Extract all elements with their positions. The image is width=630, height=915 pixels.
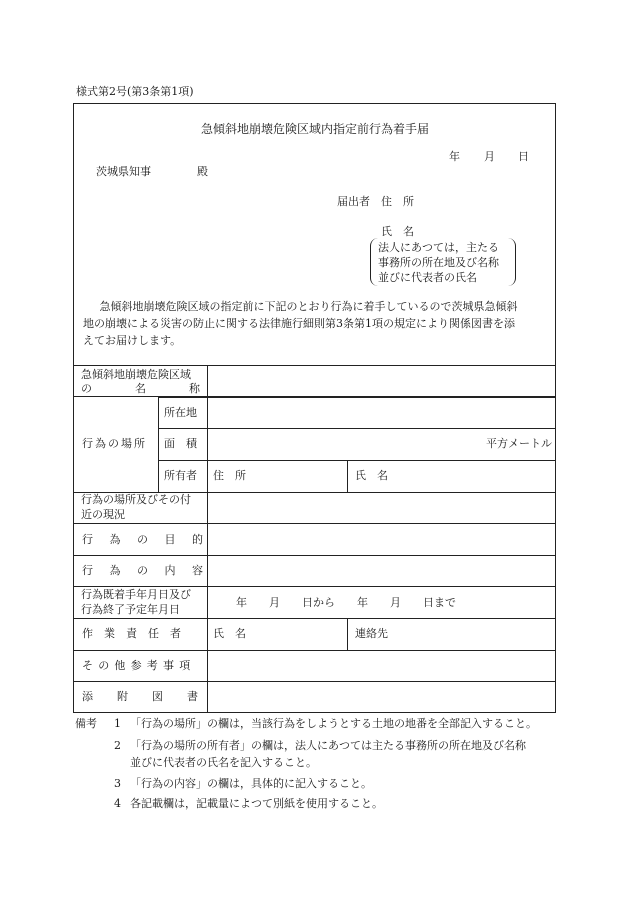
statement [83, 298, 553, 349]
statement-line: えてお届けします。 [83, 334, 182, 347]
remark-number: 4 [114, 797, 121, 810]
table-rule [158, 428, 556, 429]
location-label: 所在地 [164, 406, 197, 419]
remark-text: 「行為の内容」の欄は，具体的に記入すること。 [130, 777, 372, 790]
table-rule [73, 650, 556, 651]
table-rule [73, 365, 556, 366]
addressee-honorific: 殿 [197, 165, 208, 178]
area-name-label-2 [81, 383, 200, 394]
date-day-label: 日 [518, 150, 529, 163]
label-char: の [81, 382, 92, 395]
purpose-label: 行為の目的 [82, 533, 220, 546]
area-label: 面 積 [164, 437, 197, 450]
notifier-name-label: 氏 名 [381, 225, 414, 238]
table-rule [158, 397, 556, 398]
remark-text-cont: 並びに代表者の氏名を記入すること。 [130, 756, 317, 769]
supervisor-name-label: 氏 名 [213, 627, 246, 640]
remark-number: 3 [114, 777, 121, 790]
corp-note-line: 事務所の所在地及び名称 [378, 256, 499, 269]
table-rule [73, 523, 556, 524]
remark-number: 1 [114, 717, 121, 730]
label-char: 称 [189, 382, 200, 395]
corp-note-line: 法人にあつては，主たる [378, 241, 499, 254]
table-rule [73, 555, 556, 556]
table-rule [73, 681, 556, 682]
addressee-name: 茨城県知事 [96, 165, 151, 178]
area-name-label: 急傾斜地崩壊危険区域 [81, 368, 191, 381]
remark-text: 各記載欄は，記載量によつて別紙を使用すること。 [130, 797, 383, 810]
remark-number: 2 [114, 739, 121, 752]
remarks-label: 備考 [75, 717, 97, 730]
document-title: 急傾斜地崩壊危険区域内指定前行為着手届 [200, 122, 429, 136]
supervisor-contact-label: 連絡先 [355, 627, 388, 640]
form-number: 様式第2号(第3条第1項) [76, 85, 194, 98]
owner-name-label: 氏 名 [355, 469, 388, 482]
other-label: その他参考事項 [82, 659, 196, 672]
table-rule [73, 586, 556, 587]
surroundings-label: 行為の場所及びその付 [81, 493, 191, 506]
remark-text: 「行為の場所の所有者」の欄は，法人にあつては主たる事務所の所在地及び名称 [130, 739, 526, 752]
statement-line: 急傾斜地崩壊危険区域の指定前に下記のとおり行為に着手しているので茨城県急傾斜 [99, 300, 518, 313]
table-rule [347, 618, 348, 650]
table-rule [158, 460, 556, 461]
period-label: 行為既着手年月日及び [81, 588, 191, 601]
table-rule [73, 396, 556, 397]
date-month-label: 月 [484, 150, 495, 163]
notifier-label: 届出者 [337, 195, 370, 208]
corp-note-line: 並びに代表者の氏名 [378, 271, 477, 284]
area-unit: 平方メートル [486, 437, 552, 450]
date-year-label: 年 [449, 150, 460, 163]
supervisor-label: 作業責任者 [82, 627, 192, 640]
attachments-label: 添附図書 [82, 690, 222, 703]
remark-text: 「行為の場所」の欄は，当該行為をしようとする土地の地番を全部記入すること。 [130, 717, 537, 730]
statement-line: 地の崩壊による災害の防止に関する法律施行細則第3条第1項の規定により関係図書を添 [83, 317, 515, 330]
form-frame [73, 103, 556, 713]
place-label: 行為の場所 [82, 437, 147, 450]
period-value: 年 月 日から 年 月 日まで [236, 596, 456, 609]
table-rule [73, 618, 556, 619]
owner-label: 所有者 [164, 469, 197, 482]
content-label: 行為の内容 [82, 564, 220, 577]
notifier-address-label: 住 所 [381, 195, 414, 208]
table-rule [158, 396, 159, 492]
label-char: 名 [135, 382, 146, 395]
surroundings-label-2: 近の現況 [81, 508, 125, 521]
table-rule [347, 460, 348, 492]
period-label-2: 行為終了予定年月日 [81, 603, 180, 616]
owner-address-label: 住 所 [213, 469, 246, 482]
